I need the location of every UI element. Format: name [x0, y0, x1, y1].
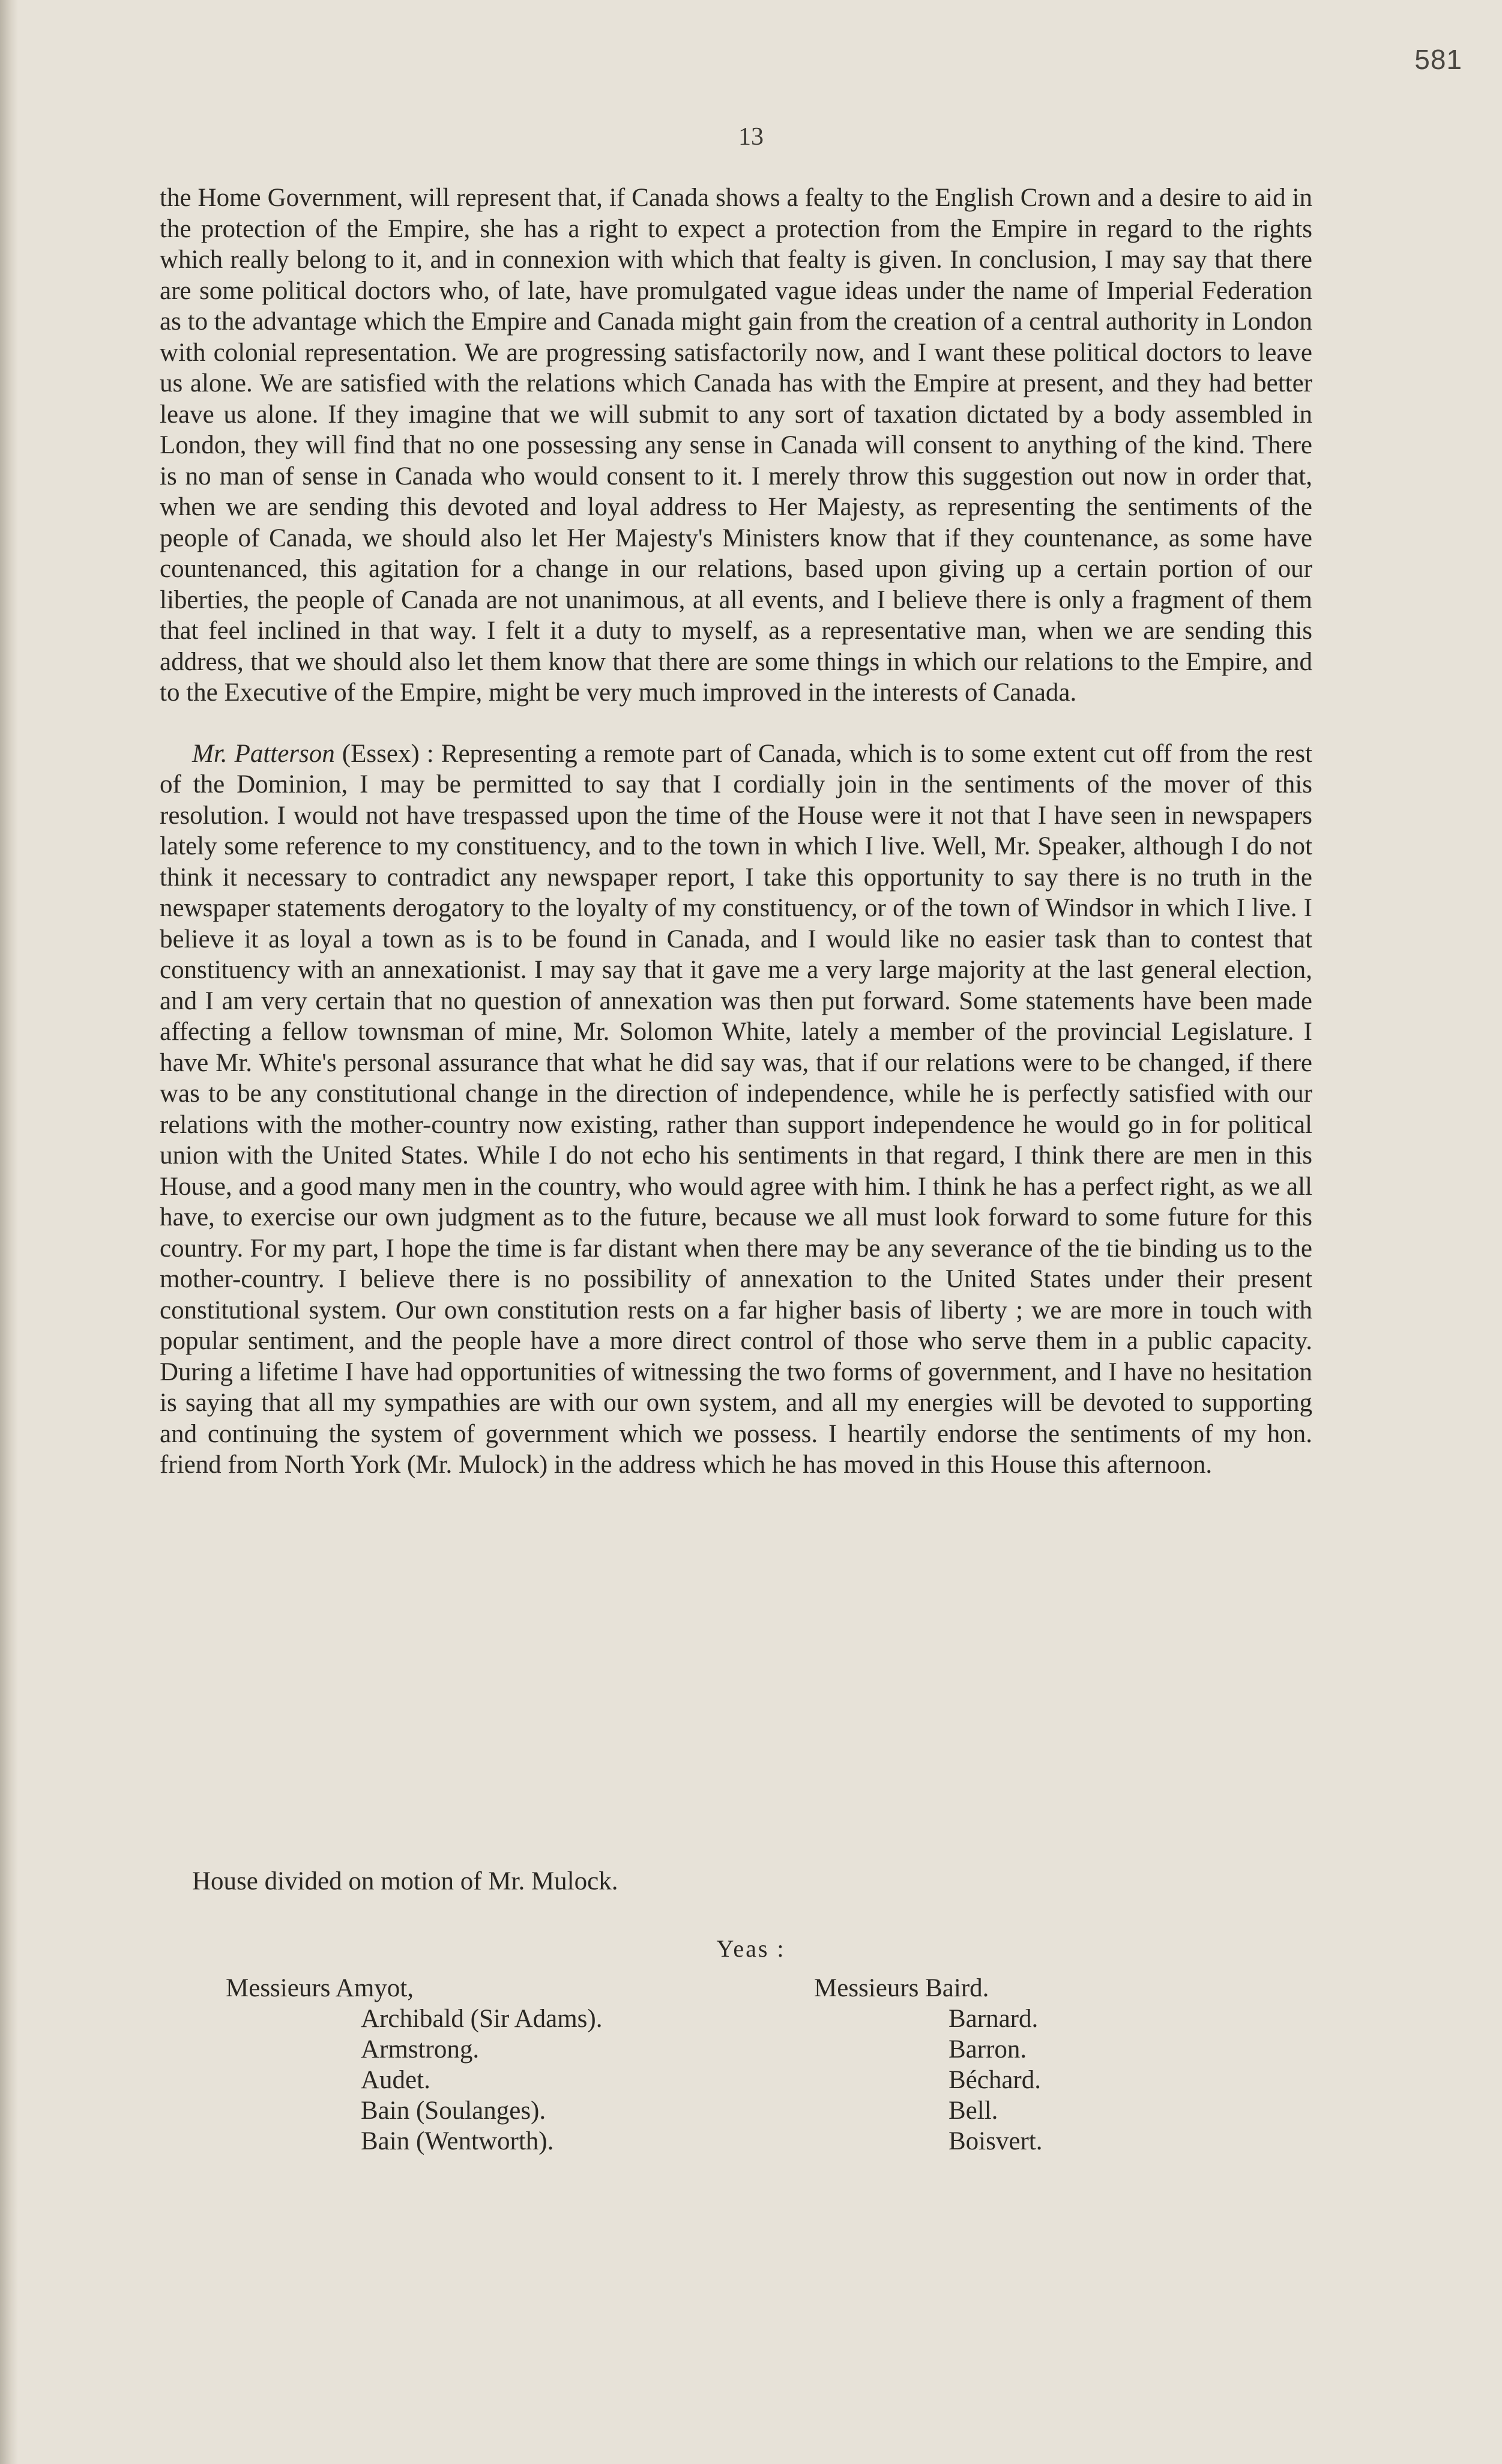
speaker-riding: (Essex) : — [334, 739, 441, 768]
paragraph-continued: the Home Government, will represent that, if Canada shows a fealty to the English Crown and a desire to aid in the protection of the Empire, she has a right to expect a protection from the Empire in regard to the rights which really belong to it, and in connexion with which that fealty is given. In conclusion, I may say that there are some political doctors who, of late, have promulgated vague ideas under the name of Imperial Federation as to the advantage which the Empire and Canada might gain from the creation of a central authority in London with colonial representation. We are progressing satisfactorily now, and I want these political doctors to leave us alone. We are satisfied with the relations which Canada has with the Empire at present, and they had better leave us alone. If they imagine that we will submit to any sort of taxation dictated by a body assembled in London, they will find that no one possessing any sense in Canada will consent to anything of the kind. There is no man of sense in Canada who would consent to it. I merely throw this suggestion out now in order that, when we are sending this devoted and loyal address to Her Majesty, as representing the sentiments of the people of Canada, we should also let Her Majesty's Ministers know that if they countenance, as some have countenanced, this agitation for a change in our relations, based upon giving up a certain portion of our liberties, the people of Canada are not unanimous, at all events, and I believe there is only a fragment of them that feel inclined in that way. I felt it a duty to myself, as a representative man, when we are sending this address, that we should also let them know that there are some things in which our relations to the Empire, and to the Executive of the Empire, might be very much improved in the interests of Canada. — [160, 184, 1312, 707]
yeas-left-column — [226, 1973, 602, 2157]
page-binding-edge — [0, 0, 18, 2464]
speaker-name: Mr. Patterson — [192, 739, 335, 768]
member-name: Bain (Wentworth). — [361, 2127, 554, 2155]
scan-page-number: 581 — [1414, 44, 1462, 75]
member-name: Béchard. — [949, 2066, 1042, 2094]
member-name: Bain (Soulanges). — [361, 2097, 546, 2125]
yeas-heading: Yeas : — [716, 1935, 786, 1962]
member-name: Archibald (Sir Adams). — [361, 2005, 603, 2033]
member-name: Armstrong. — [361, 2035, 480, 2064]
messieurs-prefix: Messieurs — [814, 1974, 919, 2002]
yeas-right-column — [814, 1973, 1042, 2157]
member-name: Barnard. — [949, 2005, 1039, 2033]
name-row — [814, 1973, 1042, 2004]
messieurs-prefix: Messieurs — [226, 1974, 331, 2002]
member-name: Baird. — [925, 1974, 989, 2002]
member-name: Barron. — [949, 2035, 1027, 2064]
paragraph-patterson — [160, 738, 1312, 1481]
member-name: Audet. — [361, 2066, 430, 2094]
name-row — [226, 1973, 602, 2004]
division-line: House divided on motion of Mr. Mulock. — [192, 1867, 618, 1895]
member-name: Bell. — [949, 2097, 998, 2125]
member-name: Amyot, — [335, 1974, 414, 2002]
folio-number: 13 — [738, 123, 764, 151]
speech-text: Representing a remote part of Canada, which is to some extent cut off from the rest of the Dominion, I may be permitted to say that I cordially join in the sentiments of the mover of this resolution. I would not have trespassed upon the time of the House were it not that I have seen in newspapers lately some reference to my constituency, and to the town in which I live. Well, Mr. Speaker, although I do not think it necessary to contradict any newspaper report, I take this opportunity to say there is no truth in the newspaper statements derogatory to the loyalty of my constituency, or of the town of Windsor in which I live. I believe it as loyal a town as is to be found in Canada, and I would like no easier task than to contest that constituency with an annexationist. I may say that it gave me a very large majority at the last general election, and I am very certain that no question of annexation was then put forward. Some statements have been made affecting a fellow townsman of mine, Mr. Solomon White, lately a member of the provincial Legislature. I have Mr. White's personal assurance that what he did say was, that if our relations were to be changed, if there was to be any constitutional change in the direction of independence, while he is perfectly satisfied with our relations with the mother-country now existing, rather than support independence he would go in for political union with the United States. While I do not echo his sentiments in that regard, I think there are men in this House, and a good many men in the country, who would agree with him. I think he has a perfect right, as we all have, to exercise our own judgment as to the future, because we all must look forward to some future for this country. For my part, I hope the time is far distant when there may be any severance of the tie binding us to the mother-country. I believe there is no possibility of annexation to the United States under their present constitutional system. Our own constitution rests on a far higher basis of liberty ; we are more in touch with popular sentiment, and the people have a more direct control of those who serve them in a public capacity. During a lifetime I have had opportunities of witnessing the two forms of government, and I have no hesitation is saying that all my sympathies are with our own system, and all my energies will be devoted to supporting and continuing the system of government which we possess. I heartily endorse the sentiments of my hon. friend from North York (Mr. Mulock) in the address which he has moved in this House this afternoon. — [160, 739, 1312, 1479]
body-text — [160, 183, 1312, 1481]
member-name: Boisvert. — [949, 2127, 1043, 2155]
